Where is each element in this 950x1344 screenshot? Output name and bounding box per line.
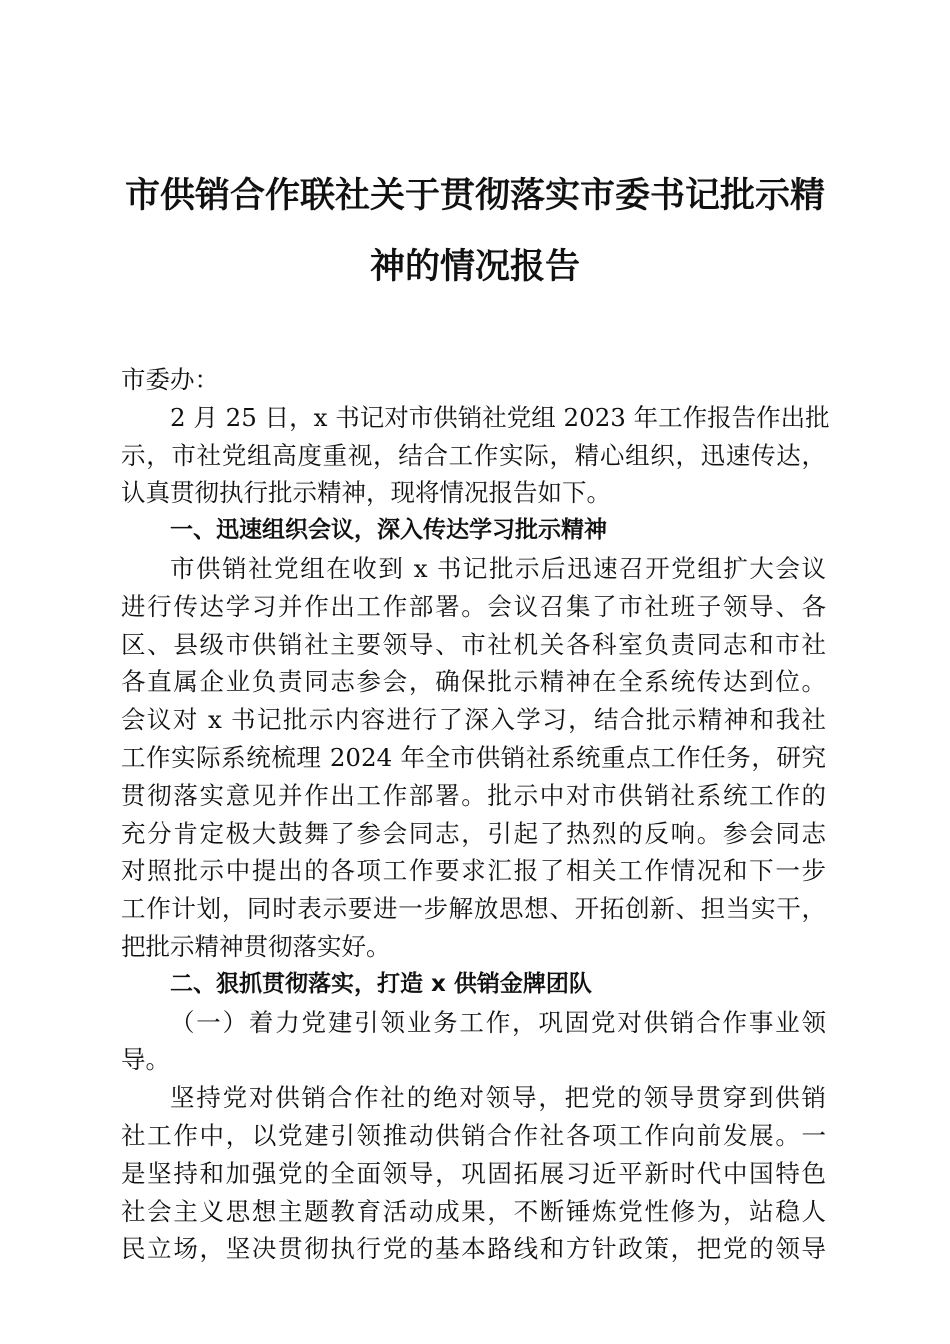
paragraph-2-line-6: 工作实际系统梳理 2024 年全市供销社系统重点工作任务，研究 (121, 742, 826, 772)
paragraph-1-line-3: 认真贯彻执行批示精神，现将情况报告如下。 (121, 478, 611, 508)
paragraph-2-line-4: 各直属企业负责同志参会，确保批示精神在全系统传达到位。 (121, 667, 826, 697)
paragraph-2-line-11: 把批示精神贯彻落实好。 (121, 931, 391, 961)
paragraph-3-line-5: 民立场，坚决贯彻执行党的基本路线和方针政策，把党的领导 (121, 1234, 826, 1264)
paragraph-1-line-2: 示，市社党组高度重视，结合工作实际，精心组织，迅速传达， (121, 440, 826, 470)
paragraph-2-line-10: 工作计划，同时表示要进一步解放思想、开拓创新、担当实干， (121, 894, 826, 924)
paragraph-3-line-4: 社会主义思想主题教育活动成果，不断锤炼党性修为，站稳人 (121, 1196, 826, 1226)
paragraph-2-line-3: 区、县级市供销社主要领导、市社机关各科室负责同志和市社 (121, 629, 826, 659)
subheading-1-line-1: （一）着力党建引领业务工作，巩固党对供销合作事业领 (170, 1007, 826, 1037)
paragraph-3-line-1: 坚持党对供销合作社的绝对领导，把党的领导贯穿到供销 (170, 1083, 826, 1113)
section-heading-1: 一、迅速组织会议，深入传达学习批示精神 (170, 517, 607, 544)
paragraph-2-line-1: 市供销社党组在收到 x 书记批示后迅速召开党组扩大会议 (170, 553, 826, 583)
paragraph-2-line-8: 充分肯定极大鼓舞了参会同志，引起了热烈的反响。参会同志 (121, 818, 826, 848)
paragraph-2-line-2: 进行传达学习并作出工作部署。会议召集了市社班子领导、各 (121, 591, 826, 621)
document-title-line-2: 神的情况报告 (369, 247, 580, 287)
paragraph-2-line-7: 贯彻落实意见并作出工作部署。批示中对市供销社系统工作的 (121, 780, 826, 810)
salutation: 市委办： (121, 365, 219, 394)
document-title-line-1: 市供销合作联社关于贯彻落实市委书记批示精 (124, 176, 825, 216)
document-body (121, 361, 830, 1268)
paragraph-3-line-2: 社工作中，以党建引领推动供销合作社各项工作向前发展。一 (121, 1120, 826, 1150)
paragraph-2-line-9: 对照批示中提出的各项工作要求汇报了相关工作情况和下一步 (121, 856, 826, 886)
subheading-1-line-2: 导。 (121, 1045, 170, 1075)
paragraph-1-line-1: 2 月 25 日，x 书记对市供销社党组 2023 年工作报告作出批 (170, 402, 830, 432)
paragraph-3-line-3: 是坚持和加强党的全面领导，巩固拓展习近平新时代中国特色 (121, 1158, 826, 1188)
paragraph-2-line-5: 会议对 x 书记批示内容进行了深入学习，结合批示精神和我社 (121, 705, 826, 735)
section-heading-2: 二、狠抓贯彻落实，打造 x 供销金牌团队 (170, 970, 592, 997)
